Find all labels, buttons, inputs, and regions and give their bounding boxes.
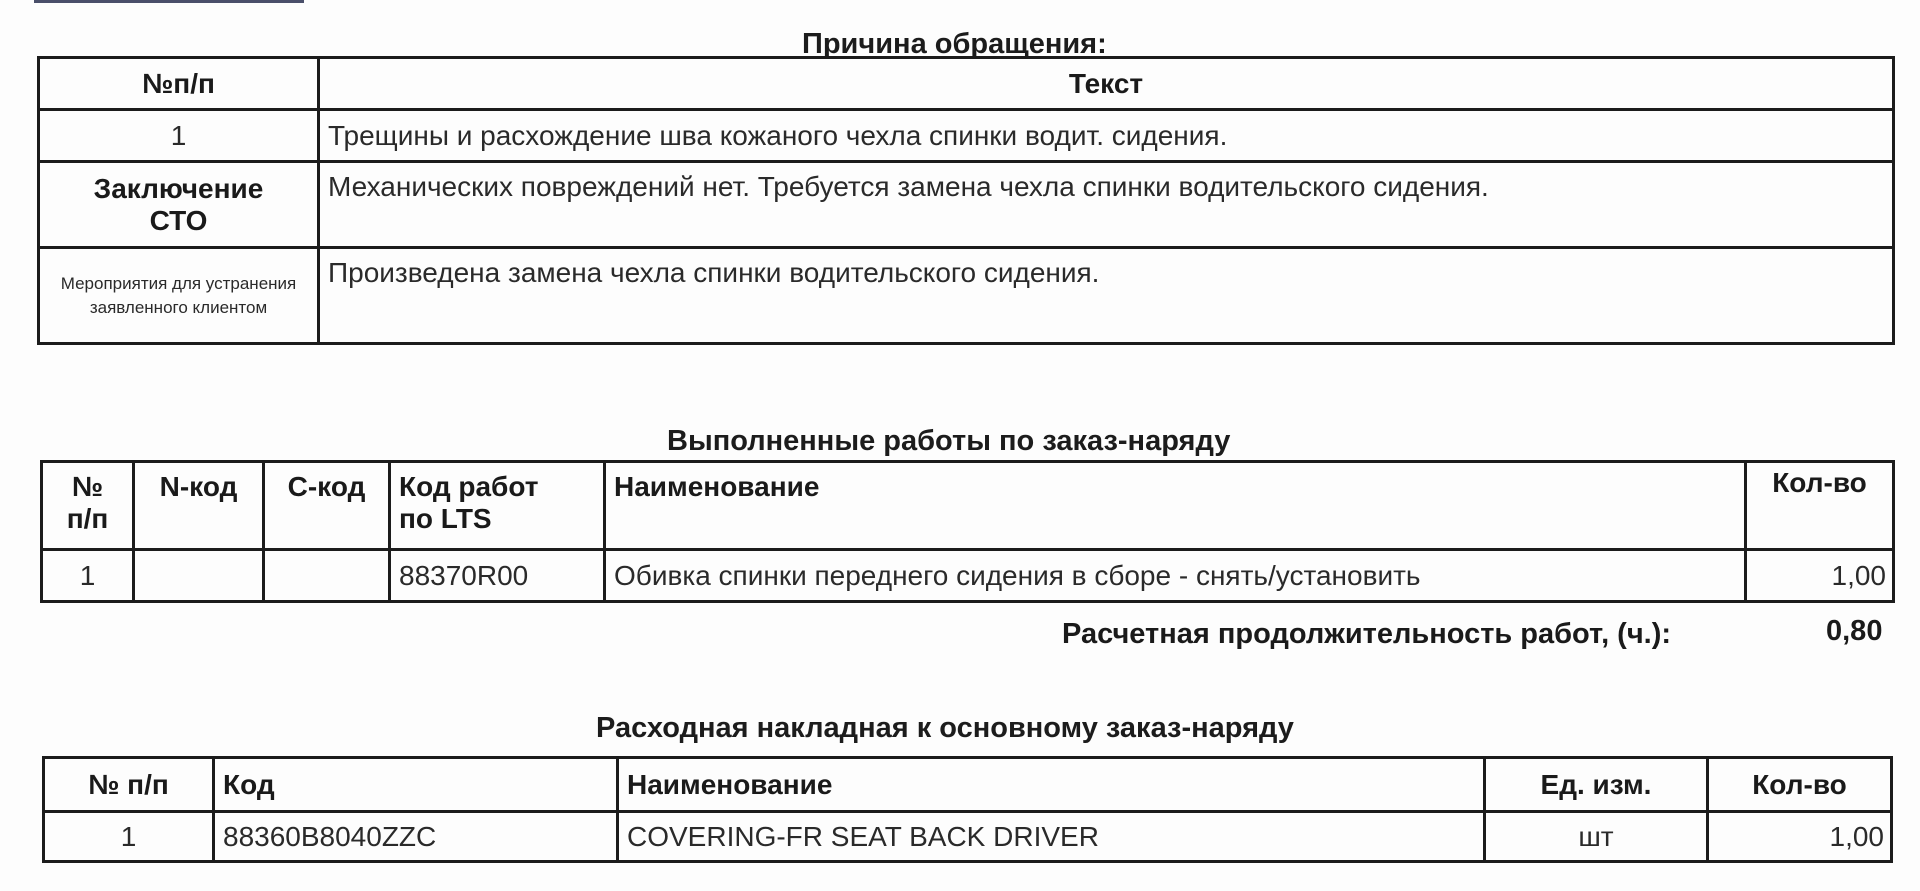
invoice-row-code: 88360B8040ZZC <box>214 812 618 862</box>
works-header-name: Наименование <box>605 462 1746 550</box>
works-header-row <box>42 462 1894 550</box>
conclusion-label-line2: СТО <box>149 204 208 236</box>
works-section-title: Выполненные работы по заказ-наряду <box>667 425 1231 457</box>
measures-label <box>39 248 319 344</box>
reason-row-num: 1 <box>39 110 319 162</box>
invoice-row-qty: 1,00 <box>1708 812 1892 862</box>
works-total-label: Расчетная продолжительность работ, (ч.): <box>1062 618 1672 650</box>
invoice-header-code: Код <box>214 758 618 812</box>
works-row-qty: 1,00 <box>1746 550 1894 602</box>
conclusion-text: Механических повреждений нет. Требуется замена чехла спинки водительского сидения. <box>319 162 1894 248</box>
works-row-name: Обивка спинки переднего сидения в сборе - снять/установить <box>605 550 1746 602</box>
conclusion-row <box>39 162 1894 248</box>
works-row-lts: 88370R00 <box>390 550 605 602</box>
invoice-row <box>44 812 1892 862</box>
invoice-section-title: Расходная накладная к основному заказ-наряду <box>596 712 1294 744</box>
reason-header-text: Текст <box>319 58 1894 110</box>
conclusion-label <box>39 162 319 248</box>
invoice-table <box>42 756 1893 863</box>
works-row <box>42 550 1894 602</box>
works-header-lts-line1: Код работ <box>399 471 539 502</box>
works-header-lts <box>390 462 605 550</box>
works-row-num: 1 <box>42 550 134 602</box>
works-header-lts-line2: по LTS <box>399 503 492 534</box>
works-header-num-line2: п/п <box>66 503 109 534</box>
measures-label-text: Мероприятия для устранения заявленного клиентом <box>60 273 297 317</box>
invoice-header-qty: Кол-во <box>1708 758 1892 812</box>
invoice-header-unit: Ед. изм. <box>1485 758 1708 812</box>
invoice-row-num: 1 <box>44 812 214 862</box>
invoice-header-name: Наименование <box>618 758 1485 812</box>
reason-header-num: №п/п <box>39 58 319 110</box>
works-table <box>40 460 1895 603</box>
reason-header-row <box>39 58 1894 110</box>
works-header-ncode: N-код <box>134 462 264 550</box>
works-header-qty: Кол-во <box>1746 462 1894 550</box>
works-header-num-line1: № <box>71 471 104 502</box>
works-header-ccode: С-код <box>264 462 390 550</box>
reason-row <box>39 110 1894 162</box>
works-row-ncode <box>134 550 264 602</box>
invoice-row-name: COVERING-FR SEAT BACK DRIVER <box>618 812 1485 862</box>
conclusion-label-line1: Заключение <box>93 172 264 204</box>
reason-row-text: Трещины и расхождение шва кожаного чехла спинки водит. сидения. <box>319 110 1894 162</box>
works-header-num <box>42 462 134 550</box>
top-edge-strip <box>34 0 304 3</box>
invoice-header-num: № п/п <box>44 758 214 812</box>
works-row-ccode <box>264 550 390 602</box>
measures-row <box>39 248 1894 344</box>
invoice-header-row <box>44 758 1892 812</box>
reason-section-title: Причина обращения: <box>802 28 1107 60</box>
invoice-row-unit: шт <box>1485 812 1708 862</box>
measures-text: Произведена замена чехла спинки водительского сидения. <box>319 248 1894 344</box>
works-total-value: 0,80 <box>1826 615 1883 647</box>
reason-table <box>37 56 1895 345</box>
